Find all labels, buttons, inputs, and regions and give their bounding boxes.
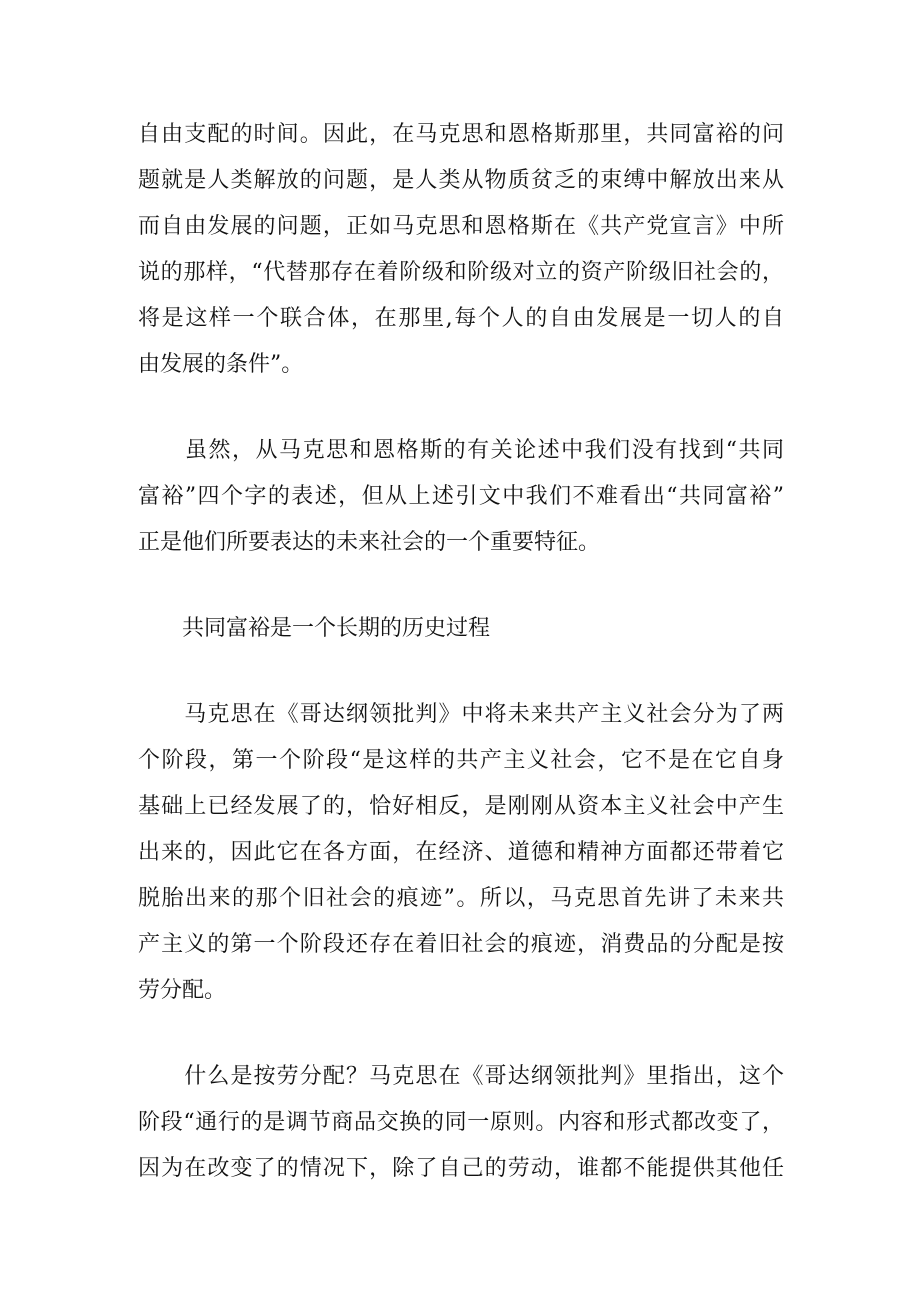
text-line: 什么是按劳分配？马克思在《哥达纲领批判》里指出，这个	[138, 1064, 784, 1089]
paragraph-spacer	[138, 652, 784, 692]
text-line: 而自由发展的问题，正如马克思和恩格斯在《共产党宣言》中所	[138, 214, 784, 239]
text-line: 出来的，因此它在各方面，在经济、道德和精神方面都还带着它	[138, 840, 784, 865]
text-line: 个阶段，第一个阶段“是这样的共产主义社会，它不是在它自身	[138, 748, 784, 773]
paragraph-spacer	[138, 566, 784, 606]
text-line: 产主义的第一个阶段还存在着旧社会的痕迹，消费品的分配是按	[138, 932, 784, 957]
text-line: 将是这样一个联合体，在那里,每个人的自由发展是一切人的自	[138, 306, 784, 331]
text-line: 说的那样，“代替那存在着阶级和阶级对立的资产阶级旧社会的，	[138, 260, 784, 285]
text-line: 自由支配的时间。因此，在马克思和恩格斯那里，共同富裕的问	[138, 122, 784, 147]
text-line: 题就是人类解放的问题，是人类从物质贫乏的束缚中解放出来从	[138, 168, 784, 193]
paragraph-2	[138, 428, 784, 566]
text-line: 基础上已经发展了的，恰好相反，是刚刚从资本主义社会中产生	[138, 794, 784, 819]
paragraph-1	[138, 112, 784, 388]
section-heading	[138, 606, 784, 652]
heading-line: 共同富裕是一个长期的历史过程	[138, 616, 491, 641]
text-line: 正是他们所要表达的未来社会的一个重要特征。	[138, 530, 601, 555]
paragraph-3	[138, 692, 784, 1014]
text-line: 马克思在《哥达纲领批判》中将未来共产主义社会分为了两	[138, 702, 784, 727]
text-line: 富裕”四个字的表述，但从上述引文中我们不难看出“共同富裕”	[138, 484, 784, 509]
paragraph-spacer	[138, 388, 784, 428]
paragraph-spacer	[138, 1014, 784, 1054]
text-line: 虽然，从马克思和恩格斯的有关论述中我们没有找到“共同	[138, 438, 784, 463]
document-body	[138, 112, 784, 1192]
text-line: 由发展的条件”。	[138, 352, 304, 377]
text-line: 脱胎出来的那个旧社会的痕迹”。所以，马克思首先讲了未来共	[138, 886, 784, 911]
text-line: 阶段“通行的是调节商品交换的同一原则。内容和形式都改变了，	[138, 1110, 784, 1135]
text-line: 劳分配。	[138, 978, 227, 1003]
text-line: 因为在改变了的情况下，除了自己的劳动，谁都不能提供其他任	[138, 1156, 784, 1181]
paragraph-4	[138, 1054, 784, 1192]
